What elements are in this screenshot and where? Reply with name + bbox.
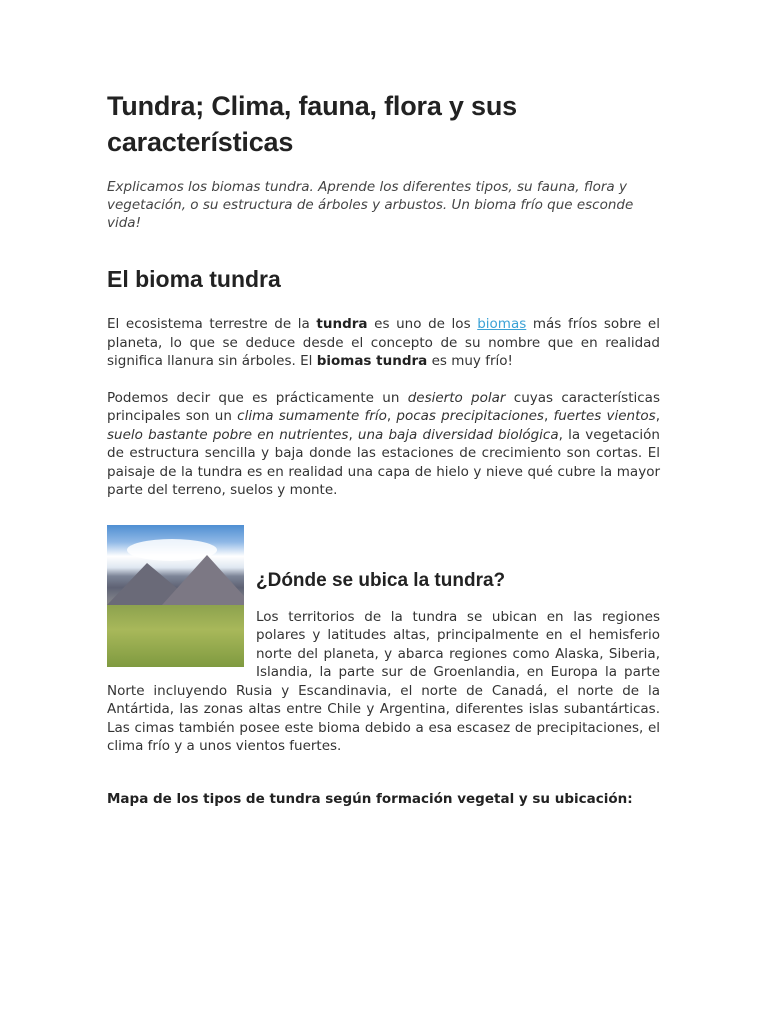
text-run: es uno de los xyxy=(367,316,478,332)
italic-term: pocas precipitaciones xyxy=(396,408,544,424)
text-run: , xyxy=(655,408,660,424)
text-run: , xyxy=(543,408,554,424)
article-intro: Explicamos los biomas tundra. Aprende los diferentes tipos, su fauna, flora y vegetación, o su estructura de árboles y arbustos. Un bioma frío que esconde vida! xyxy=(107,179,634,231)
paragraph-desierto-polar xyxy=(107,389,660,500)
paragraph-ubicacion: Los territorios de la tundra se ubican en las regiones polares y latitudes altas, principalmente en el hemisferio norte del planeta, y abarca regiones como Alaska, Siberia, Islandia, la parte sur de Groenlandia, en Europa la parte Norte incluyendo Rusia y Escandinavia, el norte de Canadá, el norte de la Antártida, las zonas altas entre Chile y Argentina, diferentes islas subantárticas. Las cimas también posee este bioma debido a esa escasez de precipitaciones, el clima frío y a unos vientos fuertes. xyxy=(107,608,660,754)
section-heading: El bioma tundra xyxy=(107,266,281,292)
biomas-link[interactable]: biomas xyxy=(477,316,527,332)
bold-term-biomas-tundra: biomas tundra xyxy=(316,353,428,369)
meadow-shape xyxy=(107,605,244,667)
text-run: , xyxy=(348,426,358,443)
tundra-landscape-image xyxy=(107,525,244,667)
italic-term: fuertes vientos xyxy=(553,408,656,424)
italic-term: una baja diversidad biológica xyxy=(357,426,559,443)
italic-term: clima sumamente frío xyxy=(237,408,387,424)
italic-term: suelo bastante pobre en nutrientes xyxy=(107,426,349,443)
text-run: más fríos sobre el planeta, lo que se deduce desde el concepto de su nombre que en realidad significa llanura sin árboles. El xyxy=(107,316,660,369)
bold-term-tundra: tundra xyxy=(316,316,368,332)
article xyxy=(107,88,660,813)
ubicacion-section xyxy=(107,525,660,756)
text-run: , la vegetación de estructura sencilla y baja donde las estaciones de crecimiento son cortas. El paisaje de la tundra es en realidad una capa de hielo y nieve qué cubre la mayor parte del terreno, suelos y monte. xyxy=(107,426,660,498)
article-title: Tundra; Clima, fauna, flora y sus características xyxy=(107,91,517,157)
ubicacion-heading: ¿Dónde se ubica la tundra? xyxy=(256,569,506,591)
mountain-shape xyxy=(162,555,244,605)
italic-term: desierto polar xyxy=(407,389,506,406)
text-run: , xyxy=(386,408,397,424)
text-run: El ecosistema terrestre de la xyxy=(107,316,317,332)
text-run: es muy frío! xyxy=(427,353,513,369)
paragraph-ecosistema xyxy=(107,315,660,371)
map-caption: Mapa de los tipos de tundra según formación vegetal y su ubicación: xyxy=(107,790,633,807)
text-run: cuyas características principales son un xyxy=(107,389,660,424)
text-run: Podemos decir que es prácticamente un xyxy=(107,389,408,406)
